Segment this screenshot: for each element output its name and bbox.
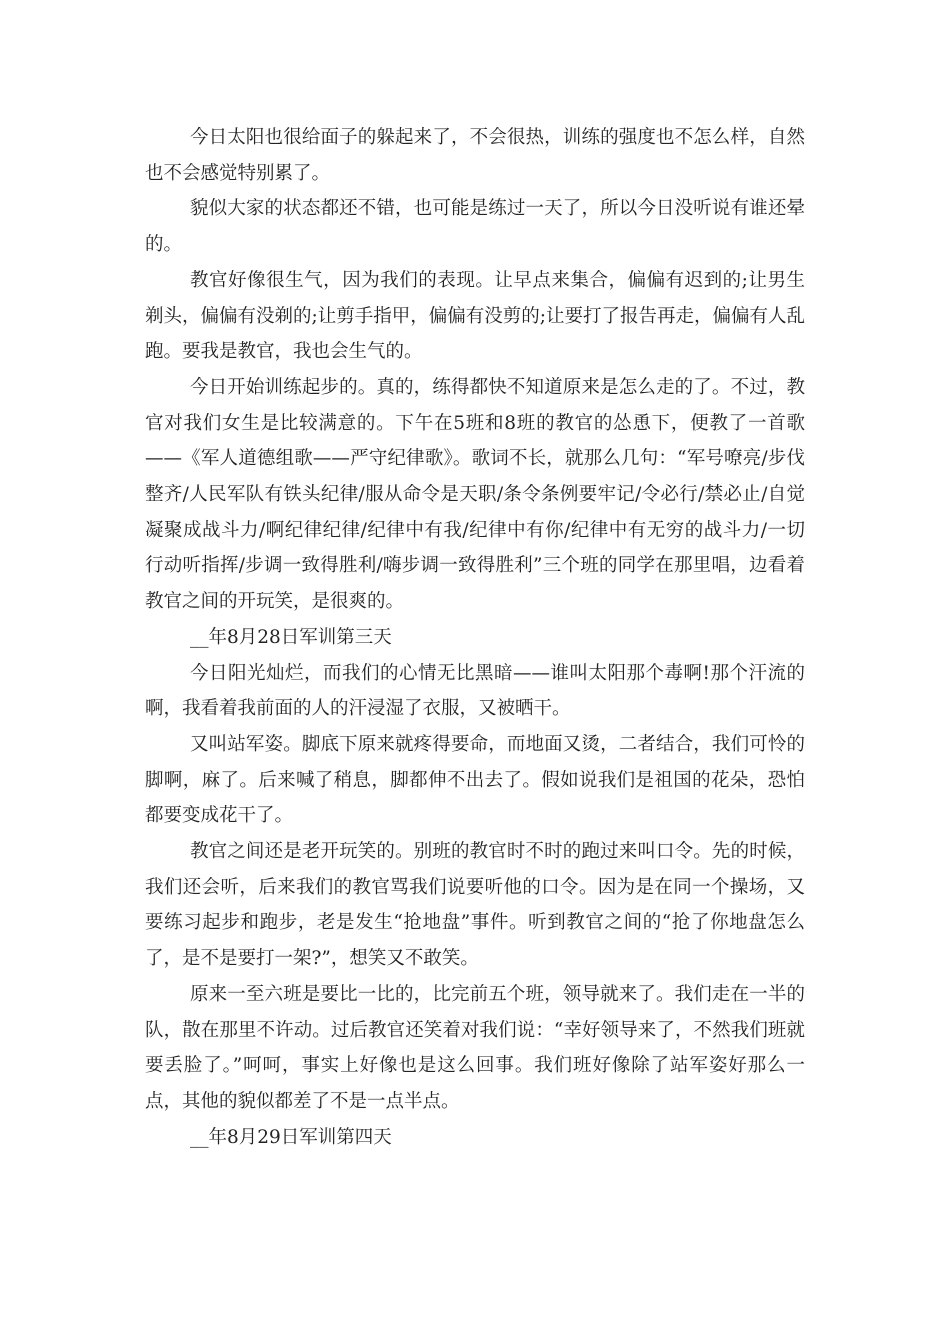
section-heading-day-4: __年8月29日军训第四天 <box>190 1126 392 1148</box>
paragraph-6: 又叫站军姿。脚底下原来就疼得要命，而地面又烫，二者结合，我们可怜的脚啊，麻了。后来喊了稍息，脚都伸不出去了。假如说我们是祖国的花朵，恐怕都要变成花干了。 <box>145 733 805 827</box>
paragraph-5: 今日阳光灿烂，而我们的心情无比黑暗——谁叫太阳那个毒啊!那个汗流的啊，我看着我前面的人的汗浸湿了衣服，又被晒干。 <box>145 662 805 720</box>
section-heading-day-3: __年8月28日军训第三天 <box>190 626 392 648</box>
paragraph-3: 教官好像很生气，因为我们的表现。让早点来集合，偏偏有迟到的;让男生剃头，偏偏有没剃的;让剪手指甲，偏偏有没剪的;让要打了报告再走，偏偏有人乱跑。要我是教官，我也会生气的。 <box>145 269 805 363</box>
paragraph-7: 教官之间还是老开玩笑的。别班的教官时不时的跑过来叫口令。先的时候，我们还会听，后来我们的教官骂我们说要听他的口令。因为是在同一个操场，又要练习起步和跑步，老是发生“抢地盘”事件。听到教官之间的“抢了你地盘怎么了，是不是要打一架?”，想笑又不敢笑。 <box>145 841 805 970</box>
paragraph-8: 原来一至六班是要比一比的，比完前五个班，领导就来了。我们走在一半的队，散在那里不许动。过后教官还笑着对我们说：“幸好领导来了，不然我们班就要丢脸了。”呵呵，事实上好像也是这么回事。我们班好像除了站军姿好那么一点，其他的貌似都差了不是一点半点。 <box>145 983 805 1112</box>
document-page <box>145 120 805 1155</box>
paragraph-4: 今日开始训练起步的。真的，练得都快不知道原来是怎么走的了。不过，教官对我们女生是比较满意的。下午在5班和8班的教官的怂恿下，便教了一首歌——《军人道德组歌——严守纪律歌》。歌词不长，就那么几句：“军号嘹亮/步伐整齐/人民军队有铁头纪律/服从命令是天职/条令条例要牢记/令必行/禁必止/自觉凝聚成战斗力/啊纪律纪律/纪律中有我/纪律中有你/纪律中有无穷的战斗力/一切行动听指挥/步调一致得胜利/嗨步调一致得胜利”三个班的同学在那里唱，边看着教官之间的开玩笑，是很爽的。 <box>145 376 805 613</box>
paragraph-2: 貌似大家的状态都还不错，也可能是练过一天了，所以今日没听说有谁还晕的。 <box>145 198 805 256</box>
paragraph-1: 今日太阳也很给面子的躲起来了，不会很热，训练的强度也不怎么样，自然也不会感觉特别累了。 <box>145 127 805 184</box>
